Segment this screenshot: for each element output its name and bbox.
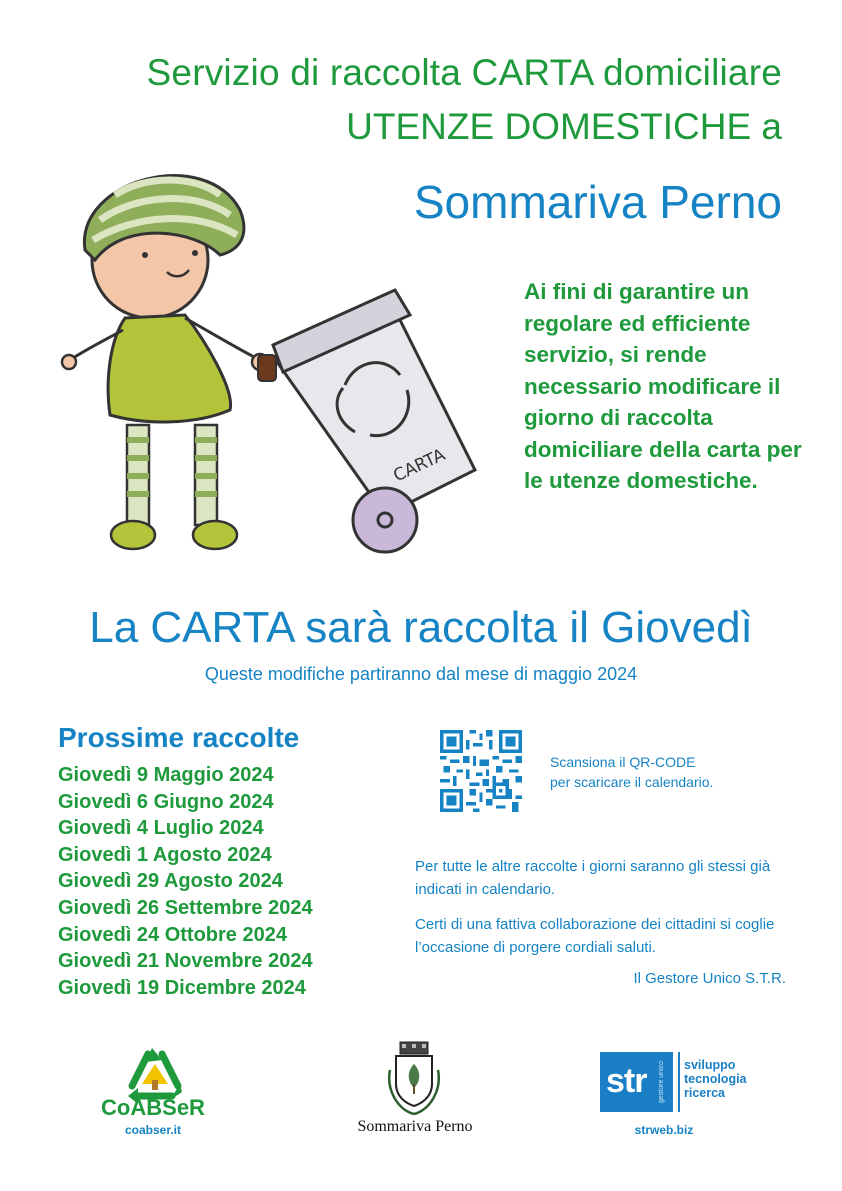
qr-caption [550, 752, 713, 792]
collection-date: Giovedì 21 Novembre 2024 [58, 950, 313, 973]
collection-dates-list [58, 762, 313, 1001]
municipal-crest-icon [386, 1040, 442, 1118]
qr-caption-line1: Scansiona il QR-CODE [550, 754, 696, 770]
intro-text: Ai fini di garantire un regolare ed efficiente servizio, si rende necessario modificare il giorno di raccolta domiciliare della carta per le utenze domestiche. [524, 279, 802, 493]
collection-date: Giovedì 1 Agosto 2024 [58, 843, 272, 866]
collection-date: Giovedì 26 Settembre 2024 [58, 896, 313, 919]
title-town: Sommariva Perno [413, 176, 782, 228]
subheadline: Queste modifiche partiranno dal mese di maggio 2024 [204, 664, 638, 684]
collections-title: Prossime raccolte [58, 722, 300, 753]
note-paragraph-2: Certi di una fattiva collaborazione dei cittadini si coglie l’occasione di porgere cordiali saluti. [415, 916, 775, 956]
collection-date: Giovedì 4 Luglio 2024 [58, 817, 264, 840]
notes [415, 855, 805, 971]
title-service: Servizio di raccolta CARTA domiciliare [146, 52, 782, 93]
str-logo-letters: str [606, 1062, 647, 1100]
qr-code[interactable] [440, 730, 522, 812]
str-divider [678, 1052, 680, 1112]
coabser-name: CoABSeR [101, 1095, 205, 1120]
collection-date: Giovedì 24 Ottobre 2024 [58, 923, 287, 946]
collection-date: Giovedì 29 Agosto 2024 [58, 870, 283, 893]
qr-caption-line2: per scaricare il calendario. [550, 774, 714, 790]
bin-label: CARTA [390, 444, 449, 487]
child-with-bin-illustration [55, 140, 495, 570]
str-tagline [684, 1058, 747, 1100]
signature: Il Gestore Unico S.T.R. [633, 970, 786, 987]
collection-date: Giovedì 6 Giugno 2024 [58, 790, 274, 813]
collection-date: Giovedì 9 Maggio 2024 [58, 764, 274, 786]
note-paragraph-1: Per tutte le altre raccolte i giorni saranno gli stessi già indicati in calendario. [415, 858, 771, 898]
str-tag-line2: tecnologia [684, 1072, 747, 1086]
collection-date: Giovedì 19 Dicembre 2024 [58, 976, 306, 999]
str-vertical-text: gestore unico [658, 1060, 665, 1104]
coabser-link[interactable]: coabser.it [124, 1123, 182, 1137]
town-name: Sommariva Perno [357, 1118, 473, 1135]
str-tag-line3: ricerca [684, 1086, 726, 1100]
str-tag-line1: sviluppo [684, 1058, 736, 1072]
headline: La CARTA sarà raccolta il Giovedì [89, 603, 753, 652]
title-utenze: UTENZE DOMESTICHE a [346, 106, 782, 147]
str-link[interactable]: strweb.biz [634, 1123, 694, 1137]
